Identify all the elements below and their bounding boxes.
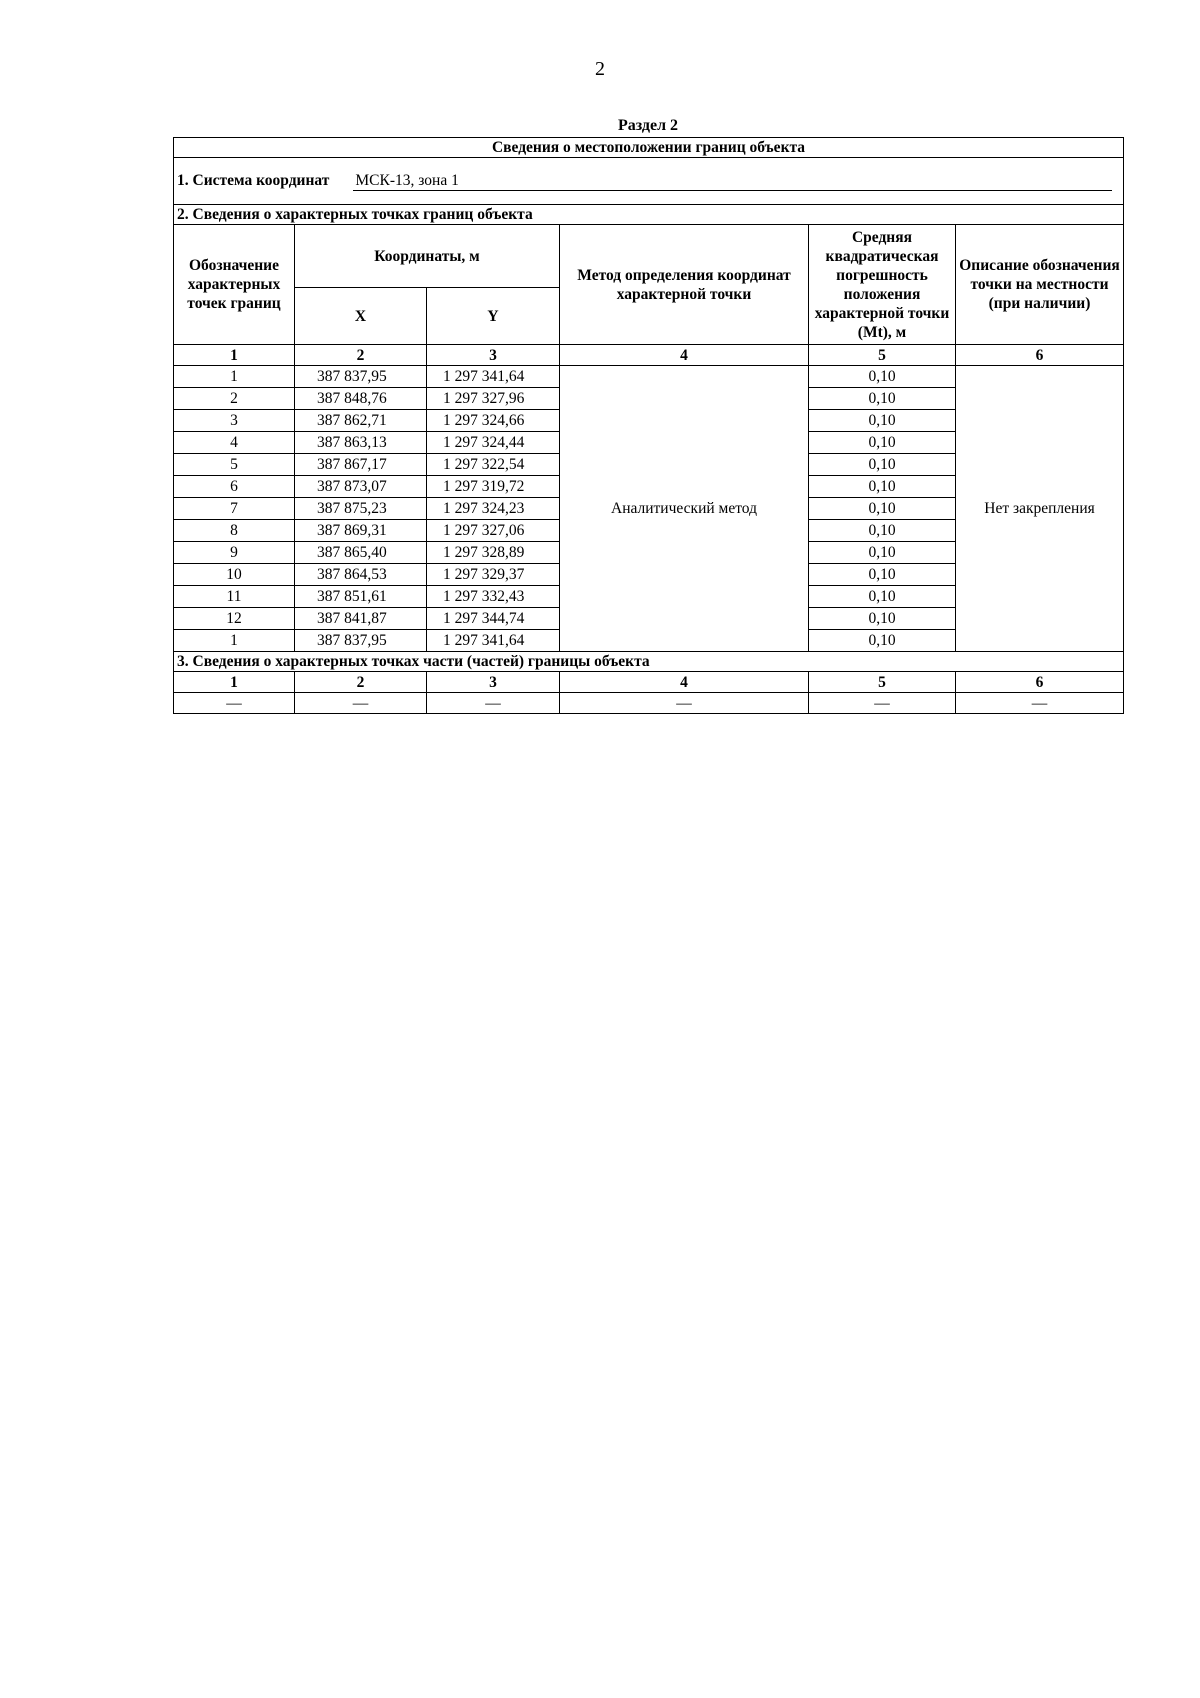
x-coordinate-cell: 387 867,17 <box>295 454 427 476</box>
mean-error-cell: 0,10 <box>809 608 956 630</box>
description-cell: Нет закрепления <box>956 366 1124 652</box>
section-title: Раздел 2 <box>617 117 679 134</box>
y-coordinate-cell: 1 297 324,44 <box>427 432 560 454</box>
point-id-cell: 1 <box>174 366 295 388</box>
section2-title: 2. Сведения о характерных точках границ объекта <box>174 205 1124 225</box>
y-coordinate-cell: 1 297 328,89 <box>427 542 560 564</box>
mean-error-cell: 0,10 <box>809 366 956 388</box>
point-id-cell: 11 <box>174 586 295 608</box>
mean-error-cell: 0,10 <box>809 432 956 454</box>
empty-cell: — <box>956 693 1124 714</box>
point-id-cell: 4 <box>174 432 295 454</box>
column-number: 4 <box>560 672 809 693</box>
mean-error-cell: 0,10 <box>809 498 956 520</box>
point-id-cell: 2 <box>174 388 295 410</box>
x-coordinate-cell: 387 875,23 <box>295 498 427 520</box>
x-coordinate-cell: 387 851,61 <box>295 586 427 608</box>
point-id-cell: 5 <box>174 454 295 476</box>
mean-error-cell: 0,10 <box>809 454 956 476</box>
y-coordinate-cell: 1 297 341,64 <box>427 630 560 652</box>
header-mean-error: Средняя квадратическая погрешность положения характерной точки (Mt), м <box>809 225 956 345</box>
mean-error-cell: 0,10 <box>809 542 956 564</box>
column-number: 3 <box>427 672 560 693</box>
x-coordinate-cell: 387 837,95 <box>295 366 427 388</box>
x-coordinate-cell: 387 862,71 <box>295 410 427 432</box>
x-coordinate-cell: 387 869,31 <box>295 520 427 542</box>
x-coordinate-cell: 387 873,07 <box>295 476 427 498</box>
x-coordinate-cell: 387 841,87 <box>295 608 427 630</box>
column-number: 2 <box>295 672 427 693</box>
table-row <box>174 366 1124 388</box>
section3-numbers-row <box>174 672 1124 693</box>
x-coordinate-cell: 387 848,76 <box>295 388 427 410</box>
y-coordinate-cell: 1 297 322,54 <box>427 454 560 476</box>
section3-title: 3. Сведения о характерных точках части (частей) границы объекта <box>174 652 1124 672</box>
coord-system-label: 1. Система координат <box>177 172 330 189</box>
point-id-cell: 9 <box>174 542 295 564</box>
point-id-cell: 1 <box>174 630 295 652</box>
y-coordinate-cell: 1 297 332,43 <box>427 586 560 608</box>
column-number: 2 <box>295 345 427 366</box>
y-coordinate-cell: 1 297 329,37 <box>427 564 560 586</box>
empty-cell: — <box>427 693 560 714</box>
y-coordinate-cell: 1 297 327,96 <box>427 388 560 410</box>
page-number: 2 <box>595 58 605 80</box>
header-method: Метод определения координат характерной точки <box>560 225 809 345</box>
empty-cell: — <box>809 693 956 714</box>
empty-cell: — <box>560 693 809 714</box>
point-id-cell: 10 <box>174 564 295 586</box>
y-coordinate-cell: 1 297 327,06 <box>427 520 560 542</box>
coord-system-value: МСК-13, зона 1 <box>353 171 1112 191</box>
mean-error-cell: 0,10 <box>809 630 956 652</box>
mean-error-cell: 0,10 <box>809 476 956 498</box>
point-id-cell: 8 <box>174 520 295 542</box>
empty-cell: — <box>174 693 295 714</box>
y-coordinate-cell: 1 297 324,66 <box>427 410 560 432</box>
point-id-cell: 3 <box>174 410 295 432</box>
point-id-cell: 7 <box>174 498 295 520</box>
x-coordinate-cell: 387 863,13 <box>295 432 427 454</box>
column-number: 5 <box>809 345 956 366</box>
column-number: 6 <box>956 672 1124 693</box>
x-coordinate-cell: 387 865,40 <box>295 542 427 564</box>
y-coordinate-cell: 1 297 324,23 <box>427 498 560 520</box>
x-coordinate-cell: 387 864,53 <box>295 564 427 586</box>
x-coordinate-cell: 387 837,95 <box>295 630 427 652</box>
header-point-designation: Обозначение характерных точек границ <box>174 225 295 345</box>
coord-system-cell <box>174 158 1124 205</box>
column-number: 5 <box>809 672 956 693</box>
header-description: Описание обозначения точки на местности (при наличии) <box>956 225 1124 345</box>
mean-error-cell: 0,10 <box>809 388 956 410</box>
column-numbers-row <box>174 345 1124 366</box>
mean-error-cell: 0,10 <box>809 564 956 586</box>
y-coordinate-cell: 1 297 344,74 <box>427 608 560 630</box>
mean-error-cell: 0,10 <box>809 410 956 432</box>
column-number: 4 <box>560 345 809 366</box>
y-coordinate-cell: 1 297 319,72 <box>427 476 560 498</box>
table-title: Сведения о местоположении границ объекта <box>174 138 1124 158</box>
mean-error-cell: 0,10 <box>809 520 956 542</box>
boundary-table <box>173 137 1124 714</box>
column-number: 6 <box>956 345 1124 366</box>
section3-empty-row <box>174 693 1124 714</box>
column-number: 1 <box>174 672 295 693</box>
empty-cell: — <box>295 693 427 714</box>
column-number: 1 <box>174 345 295 366</box>
header-x: X <box>295 288 427 345</box>
method-cell: Аналитический метод <box>560 366 809 652</box>
point-id-cell: 6 <box>174 476 295 498</box>
column-number: 3 <box>427 345 560 366</box>
point-id-cell: 12 <box>174 608 295 630</box>
header-y: Y <box>427 288 560 345</box>
mean-error-cell: 0,10 <box>809 586 956 608</box>
header-coordinates: Координаты, м <box>295 225 560 288</box>
y-coordinate-cell: 1 297 341,64 <box>427 366 560 388</box>
